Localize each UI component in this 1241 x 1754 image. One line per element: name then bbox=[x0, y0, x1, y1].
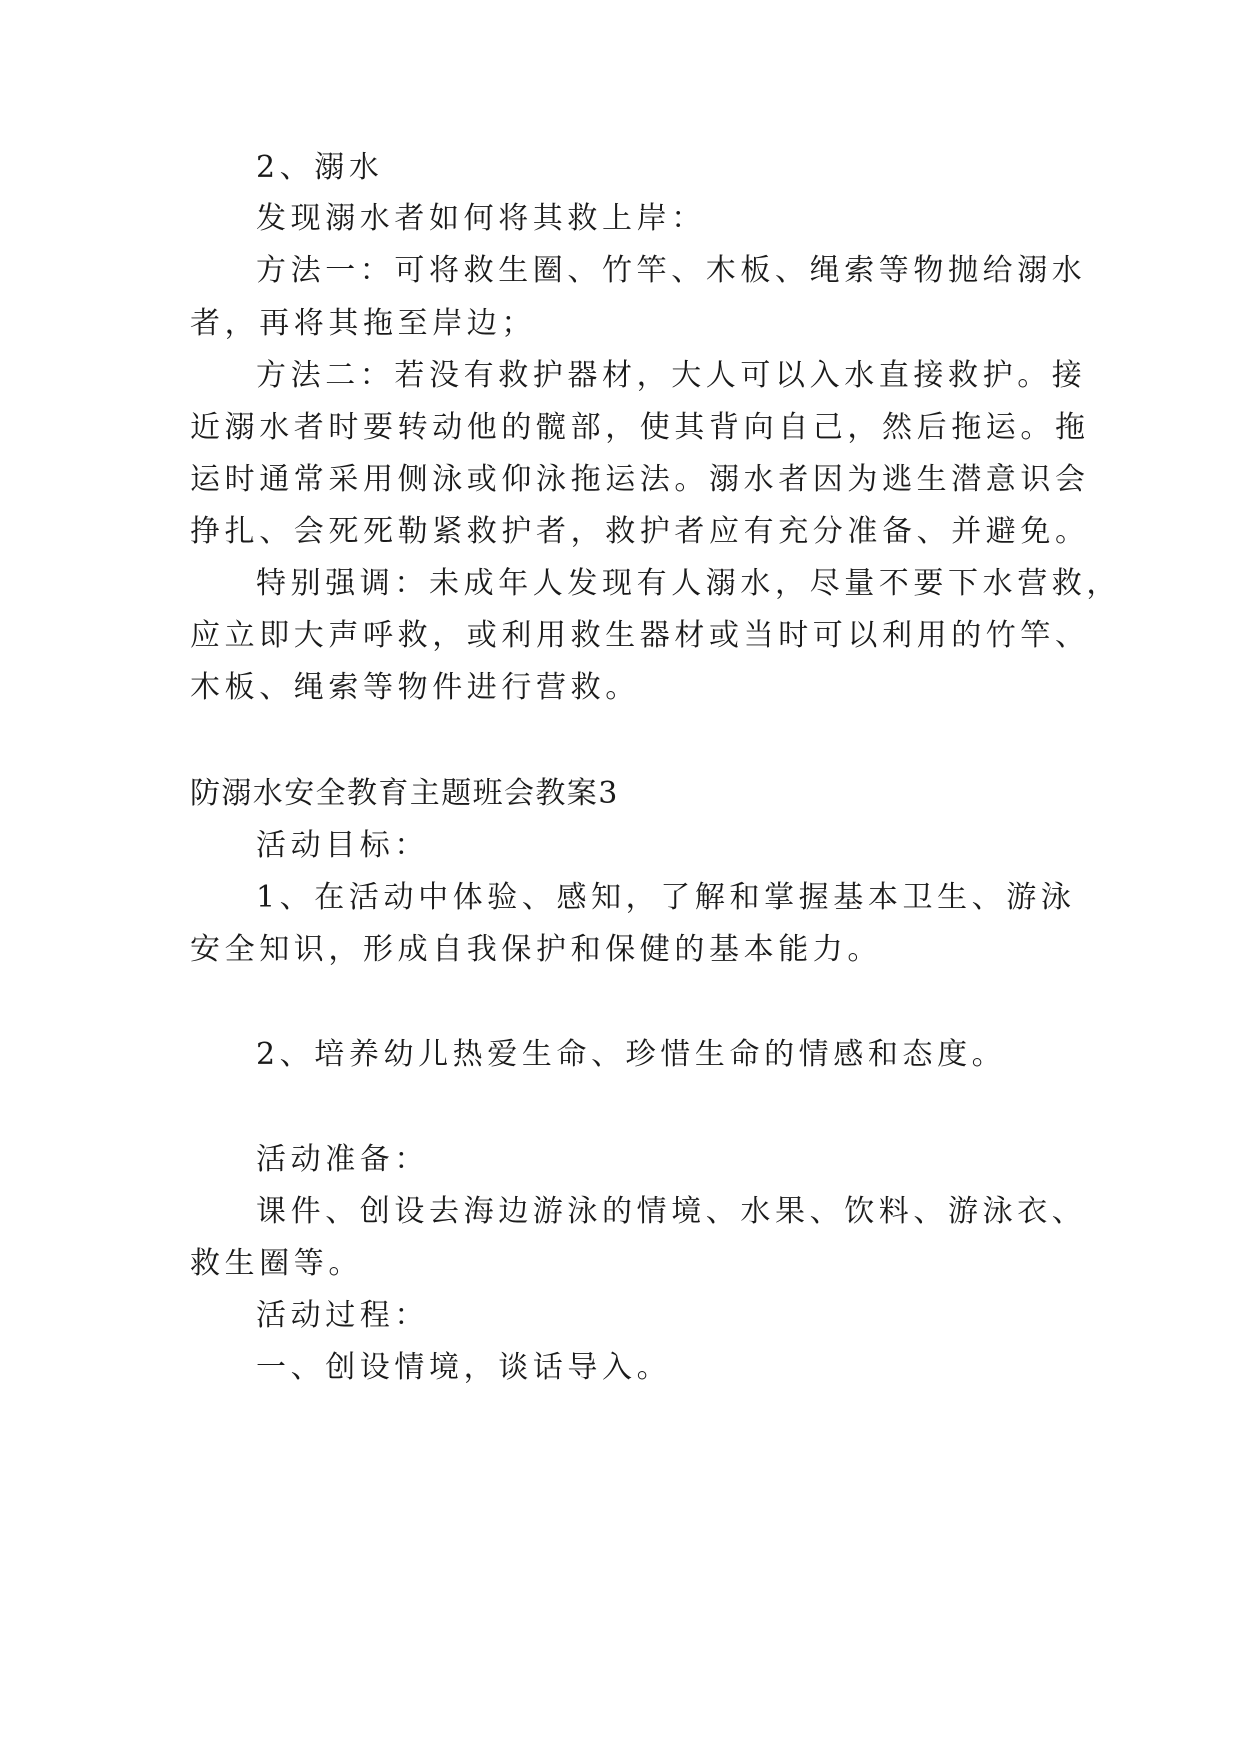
process-label: 活动过程： bbox=[256, 1298, 429, 1333]
emphasis-line-1: 特别强调：未成年人发现有人溺水，尽量不要下水营救， bbox=[256, 566, 1121, 601]
goals-label: 活动目标： bbox=[256, 828, 429, 863]
section-title: 防溺水安全教育主题班会教案3 bbox=[190, 776, 619, 811]
method-two-line-3: 运时通常采用侧泳或仰泳拖运法。溺水者因为逃生潜意识会 bbox=[190, 462, 1090, 497]
method-two-line-1: 方法二：若没有救护器材，大人可以入水直接救护。接 bbox=[256, 358, 1087, 393]
goal-one-line-2: 安全知识，形成自我保护和保健的基本能力。 bbox=[190, 932, 882, 967]
preparation-line-1: 课件、创设去海边游泳的情境、水果、饮料、游泳衣、 bbox=[256, 1194, 1087, 1229]
method-one-line-1: 方法一：可将救生圈、竹竿、木板、绳索等物抛给溺水 bbox=[256, 253, 1087, 288]
step-one: 一、创设情境，谈话导入。 bbox=[256, 1350, 672, 1385]
rescue-question: 发现溺水者如何将其救上岸： bbox=[256, 201, 706, 236]
method-one-line-2: 者，再将其拖至岸边； bbox=[190, 306, 536, 341]
goal-one-line-1: 1、在活动中体验、感知，了解和掌握基本卫生、游泳 bbox=[256, 880, 1076, 915]
subheading-drowning: 2、溺水 bbox=[256, 150, 384, 185]
emphasis-line-3: 木板、绳索等物件进行营救。 bbox=[190, 670, 640, 705]
goal-two: 2、培养幼儿热爱生命、珍惜生命的情感和态度。 bbox=[256, 1037, 1007, 1072]
preparation-line-2: 救生圈等。 bbox=[190, 1246, 363, 1281]
method-two-line-4: 挣扎、会死死勒紧救护者，救护者应有充分准备、并避免。 bbox=[190, 514, 1090, 549]
preparation-label: 活动准备： bbox=[256, 1142, 429, 1177]
method-two-line-2: 近溺水者时要转动他的髋部，使其背向自己，然后拖运。拖 bbox=[190, 410, 1090, 445]
emphasis-line-2: 应立即大声呼救，或利用救生器材或当时可以利用的竹竿、 bbox=[190, 618, 1090, 653]
